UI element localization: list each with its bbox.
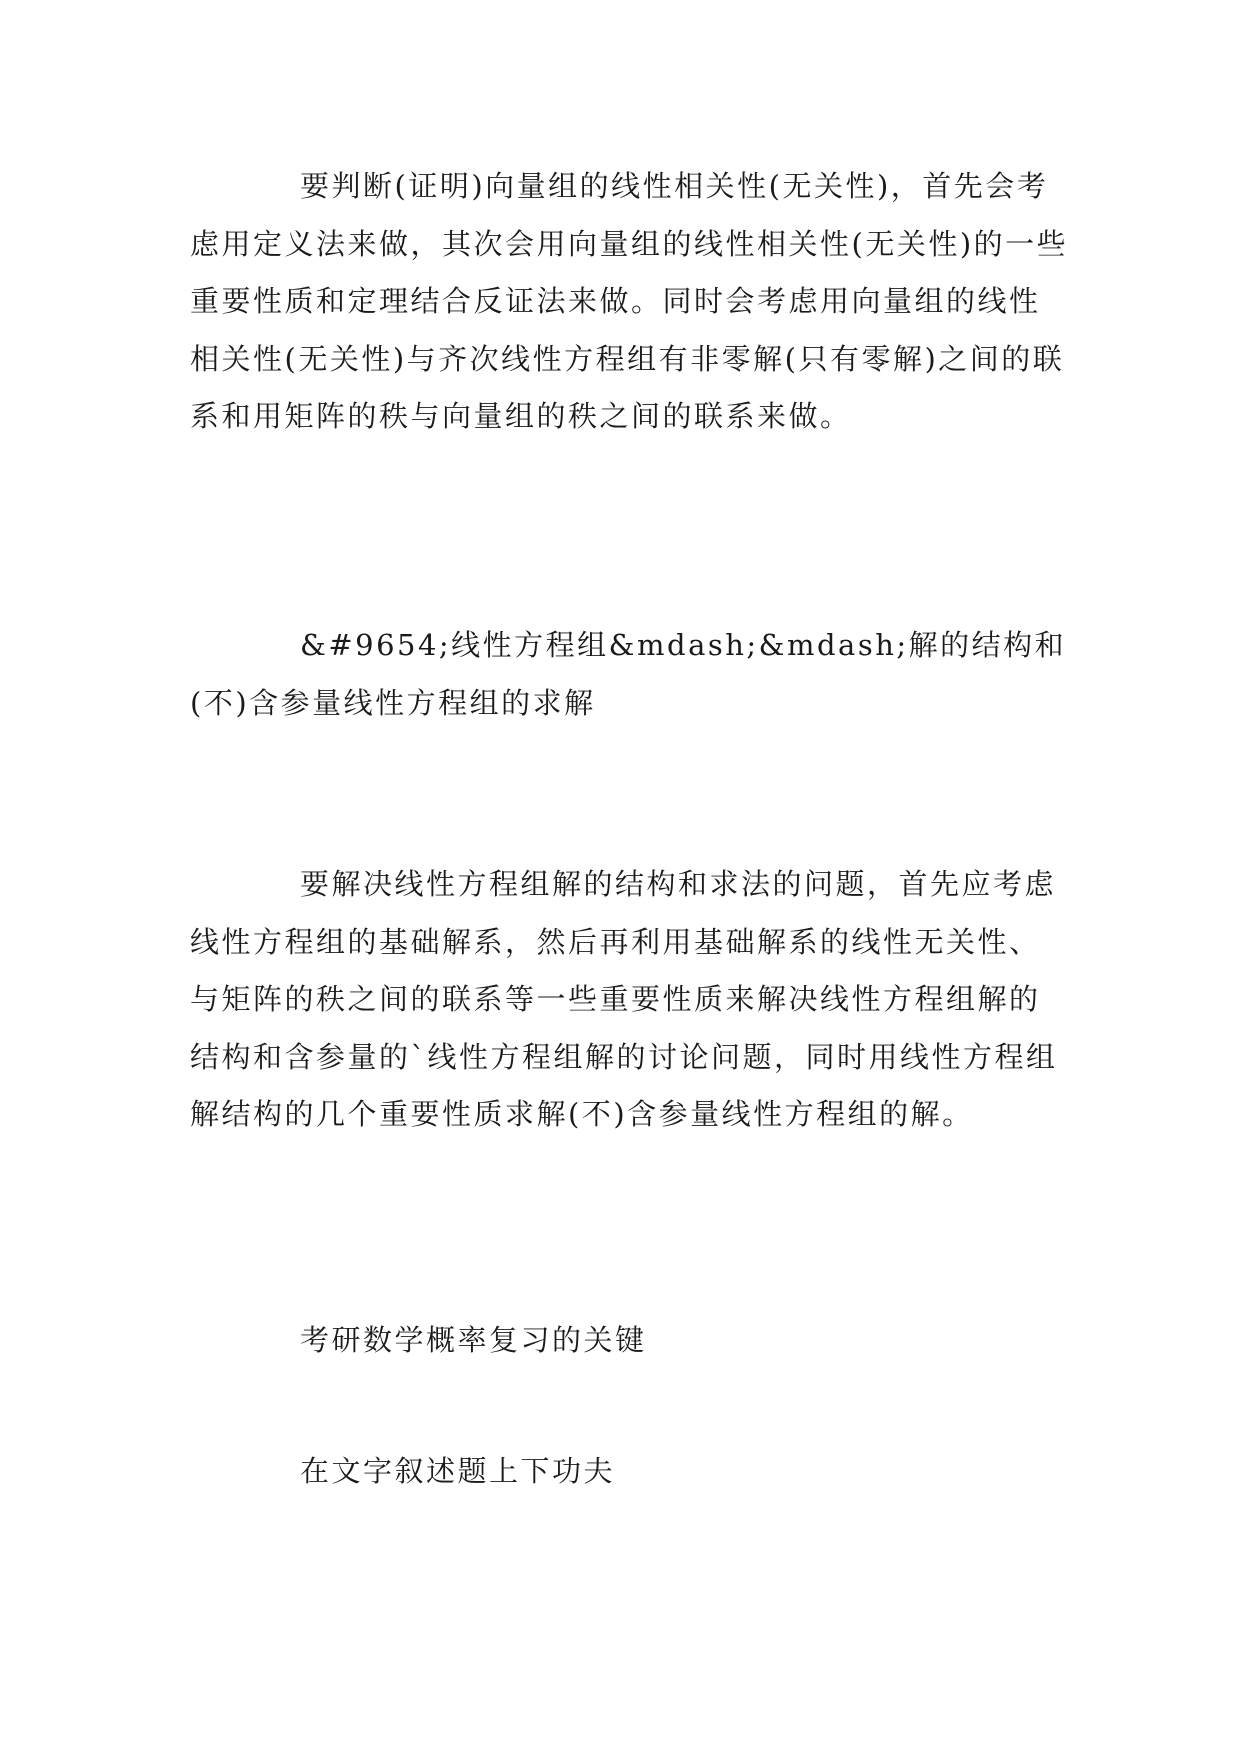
- paragraph-linear-equations-solution: 要解决线性方程组解的结构和求法的问题，首先应考虑线性方程组的基础解系，然后再利用基础解系的线性无关性、与矩阵的秩之间的联系等一些重要性质来解决线性方程组解的结构和含参量的`线性方程组解的讨论问题，同时用线性方程组解结构的几个重要性质求解(不)含参量线性方程组的解。: [190, 867, 1058, 1131]
- heading-probability-review: 考研数学概率复习的关键: [300, 1323, 647, 1357]
- paragraph-vector-linear-dependence: 要判断(证明)向量组的线性相关性(无关性)，首先会考虑用定义法来做，其次会用向量组的线性相关性(无关性)的一些重要性质和定理结合反证法来做。同时会考虑用向量组的线性相关性(无关性)与齐次线性方程组有非零解(只有零解)之间的联系和用矩阵的秩与向量组的秩之间的联系来做。: [190, 169, 1069, 433]
- heading-word-problems: 在文字叙述题上下功夫: [300, 1454, 616, 1488]
- section-heading-linear-equations: &#9654;线性方程组&mdash;&mdash;解的结构和(不)含参量线性方程组的求解: [190, 628, 1067, 720]
